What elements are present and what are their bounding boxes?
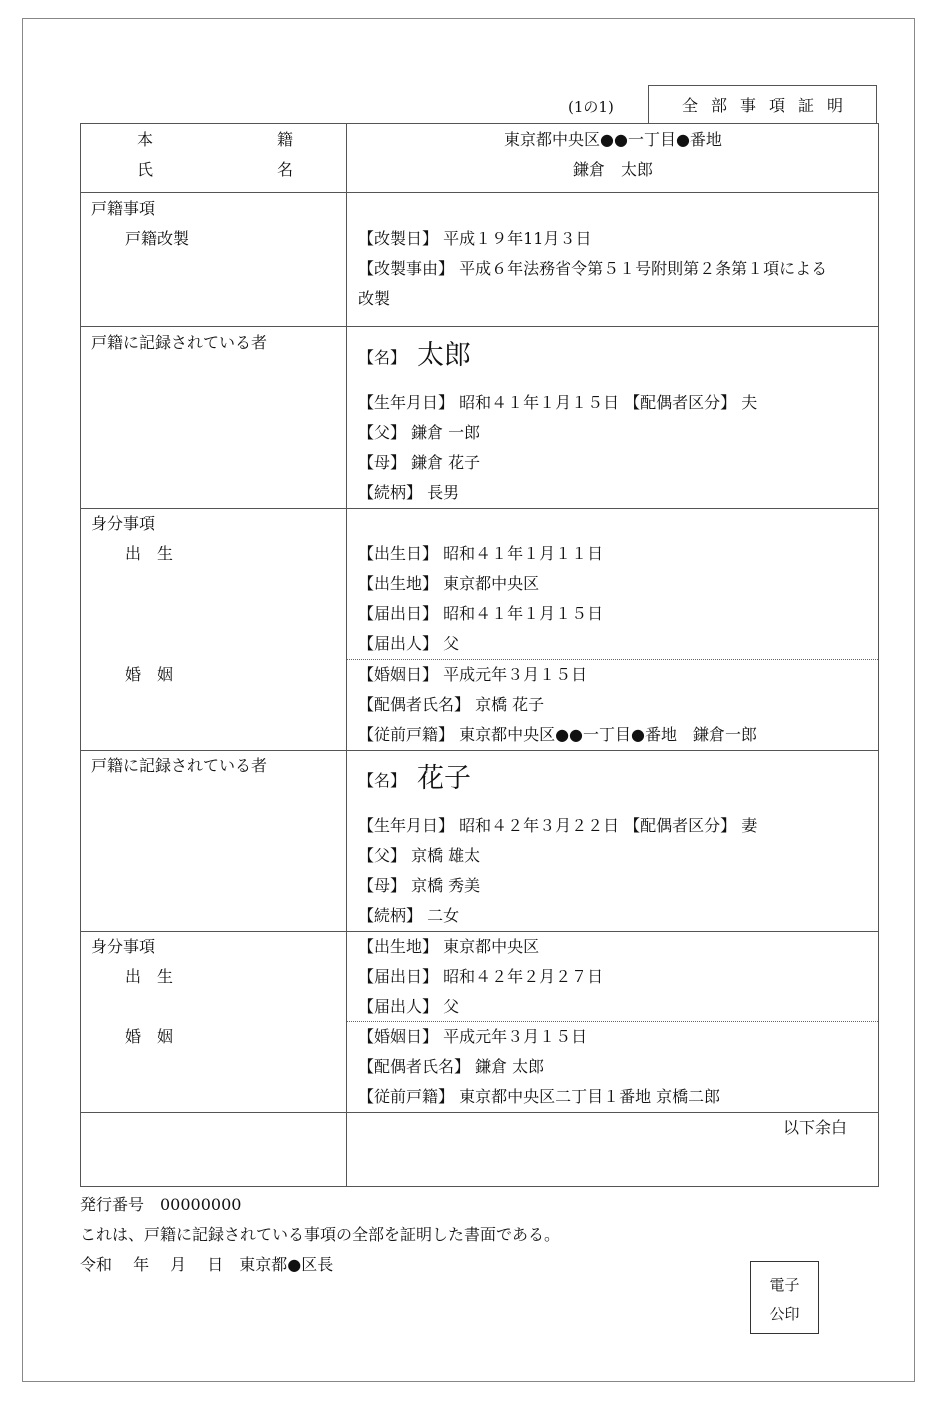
- dotted-divider: [347, 1021, 878, 1022]
- koseki-jiko-heading: 戸籍事項: [91, 199, 156, 218]
- koseki-table: [80, 123, 879, 1187]
- status1-marriage-label: 婚 姻: [125, 665, 174, 684]
- status2-marriage-date: 【婚姻日】 平成元年３月１５日: [358, 1027, 588, 1046]
- person2-name: 花子: [417, 763, 471, 794]
- row-divider: [81, 931, 878, 932]
- row-divider: [81, 1112, 878, 1113]
- status1-birth-label: 出 生: [125, 544, 174, 563]
- status2-report-date: 【届出日】 昭和４２年２月２７日: [358, 967, 604, 986]
- status1-marriage-date: 【婚姻日】 平成元年３月１５日: [358, 665, 588, 684]
- electronic-seal: [750, 1261, 819, 1334]
- column-divider: [346, 124, 347, 1186]
- row-divider: [81, 750, 878, 751]
- date-and-issuer: 令和 年 月 日 東京都●区長: [80, 1255, 334, 1274]
- status1-birth-date: 【出生日】 昭和４１年１月１１日: [358, 544, 604, 563]
- person2-mother: 【母】 京橋 秀美: [358, 876, 481, 895]
- issue-number: 発行番号 00000000: [80, 1195, 242, 1214]
- label-shimei-a: 氏: [137, 160, 154, 179]
- status1-prev-koseki: 【従前戸籍】 東京都中央区●●一丁目●番地 鎌倉一郎: [358, 725, 757, 744]
- person1-heading: 戸籍に記録されている者: [91, 333, 268, 352]
- certification-text: これは、戸籍に記録されている事項の全部を証明した書面である。: [80, 1225, 561, 1244]
- status1-spouse: 【配偶者氏名】 京橋 花子: [358, 695, 545, 714]
- status2-marriage-label: 婚 姻: [125, 1027, 174, 1046]
- status2-prev-koseki: 【従前戸籍】 東京都中央区二丁目１番地 京橋二郎: [358, 1087, 721, 1106]
- certificate-title: 全部事項証明: [648, 85, 877, 124]
- person2-birth: 【生年月日】 昭和４２年３月２２日 【配偶者区分】 妻: [358, 816, 758, 835]
- status2-reporter: 【届出人】 父: [358, 997, 460, 1016]
- person1-name: 太郎: [417, 340, 471, 371]
- seal-line1: 電子: [769, 1276, 800, 1294]
- person1-father: 【父】 鎌倉 一郎: [358, 423, 481, 442]
- end-note: 以下余白: [783, 1118, 848, 1137]
- person1-relation: 【続柄】 長男: [358, 483, 460, 502]
- status1-reporter: 【届出人】 父: [358, 634, 460, 653]
- person2-father: 【父】 京橋 雄太: [358, 846, 481, 865]
- status1-birth-place: 【出生地】 東京都中央区: [358, 574, 540, 593]
- row-divider: [81, 508, 878, 509]
- status2-birth-label: 出 生: [125, 967, 174, 986]
- status2-spouse: 【配偶者氏名】 鎌倉 太郎: [358, 1057, 545, 1076]
- row-divider: [81, 192, 878, 193]
- status2-birth-place: 【出生地】 東京都中央区: [358, 937, 540, 956]
- row-divider: [81, 326, 878, 327]
- honseki-name: 鎌倉 太郎: [572, 160, 653, 179]
- person2-heading: 戸籍に記録されている者: [91, 756, 268, 775]
- label-honseki-b: 籍: [277, 130, 294, 149]
- dotted-divider: [347, 659, 878, 660]
- koseki-kaisei-reason: 【改製事由】 平成６年法務省令第５１号附則第２条第１項による: [358, 259, 828, 278]
- seal-line2: 公印: [769, 1305, 800, 1323]
- person2-name-label: 【名】: [358, 771, 407, 790]
- status1-report-date: 【届出日】 昭和４１年１月１５日: [358, 604, 604, 623]
- koseki-kaisei-date: 【改製日】 平成１９年11月３日: [358, 229, 592, 248]
- status2-heading: 身分事項: [91, 937, 156, 956]
- koseki-kaisei-reason-cont: 改製: [358, 289, 391, 308]
- person2-relation: 【続柄】 二女: [358, 906, 460, 925]
- person1-mother: 【母】 鎌倉 花子: [358, 453, 481, 472]
- koseki-jiko-sub: 戸籍改製: [125, 229, 190, 248]
- page-number: (1の1): [568, 98, 614, 116]
- status1-heading: 身分事項: [91, 514, 156, 533]
- honseki-address: 東京都中央区●●一丁目●番地: [504, 130, 722, 149]
- label-shimei-b: 名: [277, 160, 294, 179]
- person1-birth: 【生年月日】 昭和４１年１月１５日 【配偶者区分】 夫: [358, 393, 758, 412]
- person1-name-label: 【名】: [358, 348, 407, 367]
- label-honseki-a: 本: [137, 130, 154, 149]
